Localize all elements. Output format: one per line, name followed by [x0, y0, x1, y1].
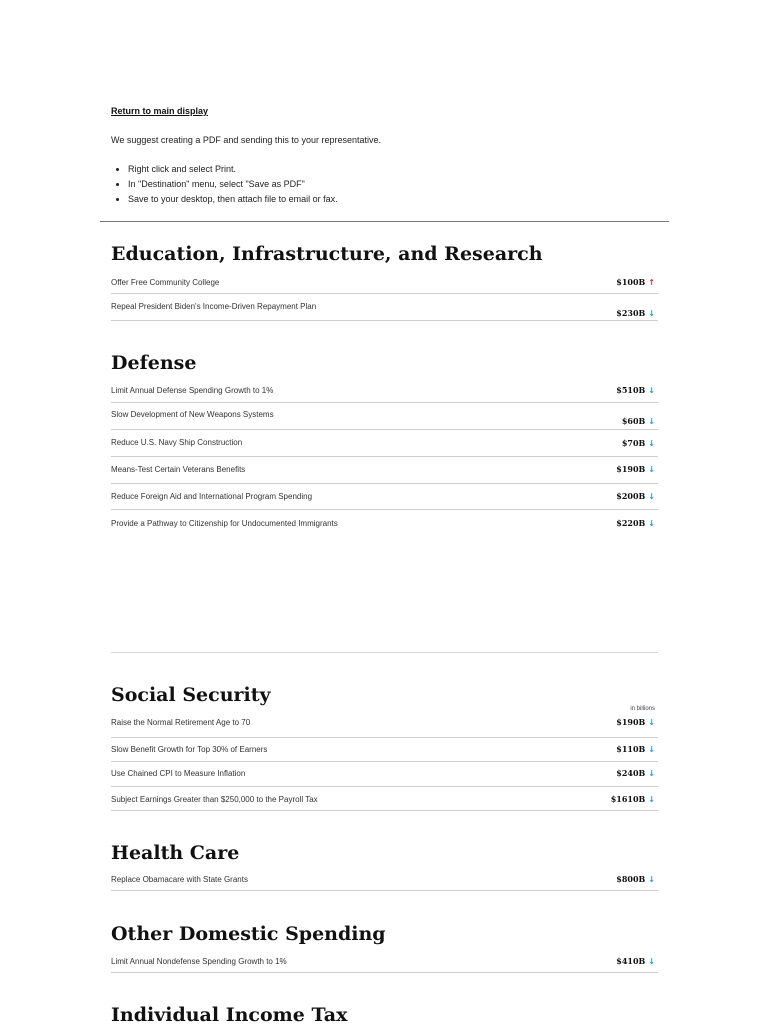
section-title: Social Security	[111, 684, 271, 706]
section-defense	[111, 350, 658, 536]
budget-item-row	[111, 510, 658, 536]
print-steps-list	[111, 162, 338, 207]
budget-item-row	[111, 430, 658, 457]
header-divider	[100, 221, 669, 222]
section-title: Education, Infrastructure, and Research	[111, 243, 543, 265]
budget-item-row	[111, 403, 658, 430]
section-title: Other Domestic Spending	[111, 923, 386, 945]
budget-item-row	[111, 457, 658, 484]
arrow-down-icon: ↓	[648, 795, 655, 804]
arrow-down-icon: ↓	[648, 309, 655, 318]
budget-item-row	[111, 787, 658, 811]
arrow-down-icon: ↓	[648, 439, 655, 448]
item-amount: $1610B ↓	[610, 794, 655, 804]
item-label: Replace Obamacare with State Grants	[111, 875, 248, 884]
section-education	[111, 241, 658, 321]
item-label: Limit Annual Nondefense Spending Growth to 1%	[111, 957, 287, 966]
item-amount: $510B ↓	[616, 385, 655, 395]
item-label: Reduce U.S. Navy Ship Construction	[111, 438, 243, 447]
arrow-down-icon: ↓	[648, 492, 655, 501]
item-label: Limit Annual Defense Spending Growth to 1%	[111, 386, 274, 395]
arrow-down-icon: ↓	[648, 957, 655, 966]
budget-item-row	[111, 294, 658, 321]
item-label: Slow Development of New Weapons Systems	[111, 410, 274, 419]
item-amount: $110B ↓	[616, 744, 655, 754]
section-social-security	[111, 682, 658, 811]
section-health-care	[111, 840, 658, 891]
item-amount: $410B ↓	[616, 956, 655, 966]
item-label: Slow Benefit Growth for Top 30% of Earners	[111, 745, 268, 754]
budget-item-row	[111, 762, 658, 787]
arrow-down-icon: ↓	[648, 875, 655, 884]
item-label: Offer Free Community College	[111, 278, 220, 287]
section-title: Health Care	[111, 842, 240, 864]
arrow-up-icon: ↑	[648, 278, 655, 287]
item-amount: $800B ↓	[616, 874, 655, 884]
item-amount: $190B ↓	[616, 464, 655, 474]
item-amount: $220B ↓	[616, 518, 655, 528]
pdf-suggestion-text: We suggest creating a PDF and sending this to your representative.	[111, 135, 381, 145]
arrow-down-icon: ↓	[648, 417, 655, 426]
budget-item-row	[111, 708, 658, 738]
budget-item-row	[111, 267, 658, 294]
arrow-down-icon: ↓	[648, 465, 655, 474]
units-label: in billions	[630, 706, 655, 712]
print-step: • Right click and select Print.	[128, 162, 338, 177]
arrow-down-icon: ↓	[648, 718, 655, 727]
arrow-down-icon: ↓	[648, 386, 655, 395]
arrow-down-icon: ↓	[648, 769, 655, 778]
item-amount: $190B ↓	[616, 717, 655, 727]
budget-item-row	[111, 947, 658, 973]
section-individual-income-tax	[111, 1002, 658, 1028]
return-to-main-link[interactable]: Return to main display	[111, 106, 209, 116]
arrow-down-icon: ↓	[648, 519, 655, 528]
budget-item-row	[111, 376, 658, 403]
item-label: Provide a Pathway to Citizenship for Undocumented Immigrants	[111, 519, 338, 528]
budget-item-row	[111, 738, 658, 762]
item-label: Subject Earnings Greater than $250,000 to the Payroll Tax	[111, 795, 318, 804]
item-label: Means-Test Certain Veterans Benefits	[111, 465, 246, 474]
item-label: Use Chained CPI to Measure Inflation	[111, 769, 246, 778]
item-label: Repeal President Biden's Income-Driven Repayment Plan	[111, 302, 317, 311]
budget-item-row	[111, 866, 658, 891]
item-amount: $100B ↑	[616, 277, 655, 287]
section-other-domestic-spending	[111, 921, 658, 973]
item-label: Reduce Foreign Aid and International Program Spending	[111, 492, 313, 501]
item-amount: $60B ↓	[621, 416, 655, 426]
print-step: • In "Destination" menu, select "Save as PDF"	[128, 177, 338, 192]
section-title: Individual Income Tax	[111, 1004, 348, 1026]
item-amount: $70B ↓	[621, 438, 655, 448]
item-label: Raise the Normal Retirement Age to 70	[111, 718, 251, 727]
item-amount: $200B ↓	[616, 491, 655, 501]
arrow-down-icon: ↓	[648, 745, 655, 754]
item-amount: $240B ↓	[616, 768, 655, 778]
section-title: Defense	[111, 352, 197, 374]
item-amount: $230B ↓	[616, 308, 655, 318]
budget-item-row	[111, 484, 658, 510]
print-step: • Save to your desktop, then attach file to email or fax.	[128, 192, 338, 207]
page-break-divider	[111, 652, 658, 653]
